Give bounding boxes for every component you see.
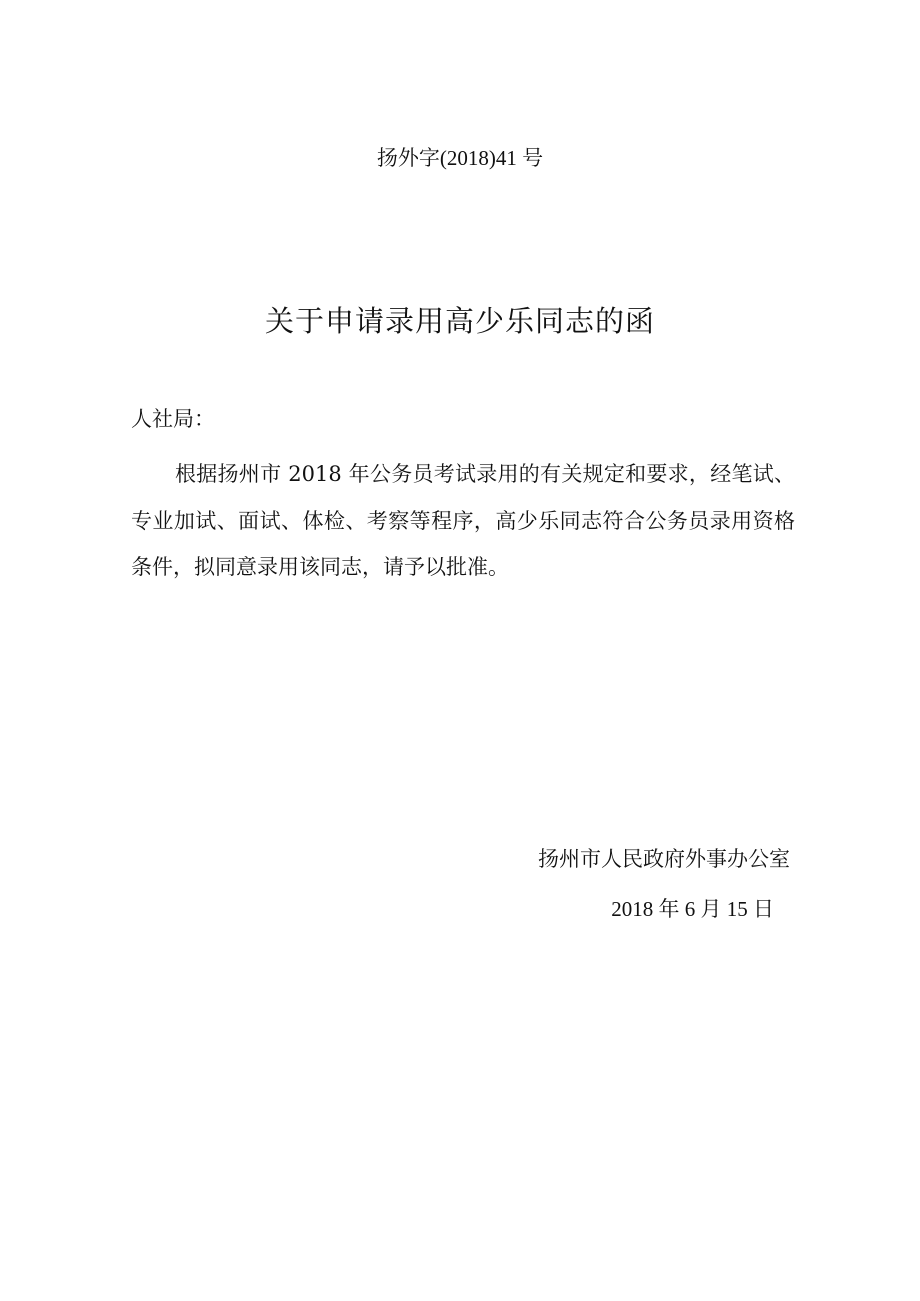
document-title: 关于申请录用高少乐同志的函 (264, 304, 655, 338)
signature-date: 2018 年 6 月 15 日 (611, 897, 774, 921)
document-number: 扬外字(2018)41 号 (376, 146, 544, 170)
addressee: 人社局： (131, 407, 215, 431)
body-paragraph: 根据扬州市 2018 年公务员考试录用的有关规定和要求，经笔试、专业加试、面试、体检、考察等程序，高少乐同志符合公务员录用资格条件，拟同意录用该同志，请予以批准。 (131, 462, 795, 579)
signature-organization: 扬州市人民政府外事办公室 (538, 847, 790, 871)
